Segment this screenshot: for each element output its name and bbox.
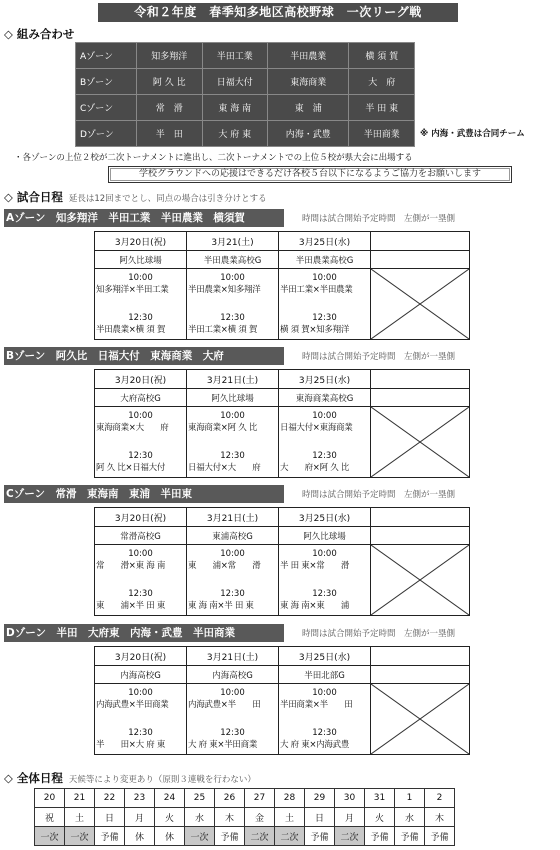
overall-weekdays-row xyxy=(35,808,455,827)
game-time: 12:30 xyxy=(220,728,245,738)
zone-schedule-table xyxy=(94,646,470,755)
combo-note: ※ 内海・武豊は合同チーム xyxy=(420,129,525,139)
combo-zone-label: Aゾーン xyxy=(76,43,137,69)
match-date: 3月20日(祝) xyxy=(95,232,187,251)
combo-team: 半田商業 xyxy=(349,121,415,147)
game-time: 10:00 xyxy=(312,273,337,283)
match-cell xyxy=(279,407,371,478)
overall-day-cell: 24 xyxy=(155,789,185,808)
overall-day-cell: 20 xyxy=(35,789,65,808)
game-slot xyxy=(95,549,186,571)
combo-row xyxy=(76,43,415,69)
overall-weekday-cell: 土 xyxy=(65,808,95,827)
game-matchup: 常 滑×東 海 南 xyxy=(96,561,166,571)
overall-weekday-cell: 日 xyxy=(95,808,125,827)
game-time: 12:30 xyxy=(128,313,153,323)
cross-mark xyxy=(371,684,469,754)
empty-slot-date xyxy=(371,370,470,389)
combo-team: 大 府 東 xyxy=(202,121,268,147)
venue-row xyxy=(95,527,470,545)
overall-event-cell: 二次 xyxy=(335,827,365,846)
venue-row xyxy=(95,666,470,684)
game-slot xyxy=(187,411,278,433)
game-time: 12:30 xyxy=(220,313,245,323)
game-matchup: 大 府×阿 久 比 xyxy=(280,463,350,473)
game-row xyxy=(95,684,470,755)
overall-weekday-cell: 土 xyxy=(275,808,305,827)
game-matchup: 日福大付×東海商業 xyxy=(280,423,353,433)
game-matchup: 東 海 南×半 田 東 xyxy=(188,601,254,611)
empty-slot-game xyxy=(371,407,470,478)
match-venue: 半田農業高校G xyxy=(279,251,371,269)
game-slot xyxy=(187,549,278,571)
game-row xyxy=(95,407,470,478)
overall-heading-text: ◇ 全体日程 xyxy=(4,771,63,785)
match-date: 3月21(土) xyxy=(187,232,279,251)
date-row xyxy=(95,232,470,251)
combo-team: 大 府 xyxy=(349,69,415,95)
combo-team: 阿 久 比 xyxy=(137,69,203,95)
match-cell-content xyxy=(279,411,370,473)
match-venue: 東海商業高校G xyxy=(279,389,371,407)
combo-zone-label: Cゾーン xyxy=(76,95,137,121)
game-matchup: 日福大付×大 府 xyxy=(188,463,261,473)
match-cell-content xyxy=(279,549,370,611)
game-matchup: 内海武豊×半 田 xyxy=(188,700,261,710)
match-cell-content xyxy=(95,549,186,611)
overall-event-cell: 予備 xyxy=(305,827,335,846)
combo-row xyxy=(76,121,415,147)
overall-day-cell: 22 xyxy=(95,789,125,808)
match-venue: 常滑高校G xyxy=(95,527,187,545)
combo-team: 東海商業 xyxy=(268,69,349,95)
match-date: 3月21日(土) xyxy=(187,647,279,666)
combo-team: 東 浦 xyxy=(268,95,349,121)
empty-slot-date xyxy=(371,508,470,527)
overall-event-cell: 一次 xyxy=(35,827,65,846)
match-cell-content xyxy=(187,688,278,750)
game-row xyxy=(95,545,470,616)
overall-day-cell: 26 xyxy=(215,789,245,808)
qualification-note: ・各ゾーンの上位２校が二次トーナメントに進出し、二次トーナメントでの上位５校が県大会に出場する xyxy=(14,153,413,163)
game-time: 12:30 xyxy=(220,451,245,461)
match-cell xyxy=(187,545,279,616)
notice-text: 学校グラウンドへの応援はできるだけ各校５台以下になるようご協力をお願いします xyxy=(138,169,481,179)
zone-schedule-table xyxy=(94,369,470,478)
game-time: 10:00 xyxy=(128,549,153,559)
overall-events-row xyxy=(35,827,455,846)
overall-weekday-cell: 火 xyxy=(365,808,395,827)
match-cell xyxy=(187,269,279,340)
game-time: 10:00 xyxy=(220,411,245,421)
overall-event-cell: 二次 xyxy=(275,827,305,846)
game-time: 10:00 xyxy=(312,549,337,559)
combo-team: 半 田 xyxy=(137,121,203,147)
game-time: 10:00 xyxy=(220,273,245,283)
date-row xyxy=(95,370,470,389)
game-matchup: 半田工業×半田農業 xyxy=(280,285,353,295)
match-cell-content xyxy=(187,411,278,473)
match-date: 3月25日(水) xyxy=(279,647,371,666)
game-time: 12:30 xyxy=(128,451,153,461)
overall-event-cell: 休 xyxy=(155,827,185,846)
game-matchup: 半田農業×横 須 賀 xyxy=(96,325,166,335)
match-cell xyxy=(279,684,371,755)
game-time: 12:30 xyxy=(220,589,245,599)
empty-slot-game xyxy=(371,545,470,616)
overall-event-cell: 一次 xyxy=(185,827,215,846)
venue-row xyxy=(95,389,470,407)
overall-weekday-cell: 月 xyxy=(125,808,155,827)
match-venue: 半田農業高校G xyxy=(187,251,279,269)
game-time: 10:00 xyxy=(220,549,245,559)
match-cell-content xyxy=(187,273,278,335)
game-matchup: 大 府 東×半田商業 xyxy=(188,740,258,750)
game-matchup: 東 海 南×東 浦 xyxy=(280,601,350,611)
match-cell xyxy=(95,269,187,340)
combo-team: 東 海 南 xyxy=(202,95,268,121)
zone-header: Bゾーン 阿久比 日福大付 東海商業 大府 xyxy=(4,347,284,365)
overall-weekday-cell: 木 xyxy=(215,808,245,827)
match-cell xyxy=(187,407,279,478)
overall-day-cell: 2 xyxy=(425,789,455,808)
match-cell xyxy=(95,407,187,478)
match-cell xyxy=(279,545,371,616)
overall-event-cell: 予備 xyxy=(95,827,125,846)
game-matchup: 東 浦×半 田 東 xyxy=(96,601,166,611)
game-slot xyxy=(279,451,370,473)
schedule-heading-text: ◇ 試合日程 xyxy=(4,190,63,204)
combo-heading: ◇ 組み合わせ xyxy=(4,27,75,41)
match-cell-content xyxy=(279,688,370,750)
match-cell-content xyxy=(95,273,186,335)
game-row xyxy=(95,269,470,340)
match-venue: 阿久比球場 xyxy=(279,527,371,545)
zone-header: Aゾーン 知多翔洋 半田工業 半田農業 横須賀 xyxy=(4,209,284,227)
overall-day-cell: 23 xyxy=(125,789,155,808)
overall-event-cell: 一次 xyxy=(65,827,95,846)
match-date: 3月20日(祝) xyxy=(95,508,187,527)
overall-event-cell: 予備 xyxy=(215,827,245,846)
game-slot xyxy=(95,688,186,710)
overall-weekday-cell: 火 xyxy=(155,808,185,827)
venue-row xyxy=(95,251,470,269)
game-matchup: 半田工業×横 須 賀 xyxy=(188,325,258,335)
game-slot xyxy=(279,313,370,335)
game-slot xyxy=(95,313,186,335)
match-date: 3月20日(祝) xyxy=(95,370,187,389)
overall-schedule-table xyxy=(34,788,455,846)
match-venue: 阿久比球場 xyxy=(95,251,187,269)
game-slot xyxy=(279,549,370,571)
overall-day-cell: 27 xyxy=(245,789,275,808)
combo-team: 半 田 東 xyxy=(349,95,415,121)
cross-mark xyxy=(371,269,469,339)
match-venue: 東浦高校G xyxy=(187,527,279,545)
combo-table xyxy=(75,42,415,147)
game-slot xyxy=(95,589,186,611)
overall-day-cell: 28 xyxy=(275,789,305,808)
combo-team: 半田農業 xyxy=(268,43,349,69)
overall-weekday-cell: 日 xyxy=(305,808,335,827)
empty-slot-date xyxy=(371,232,470,251)
game-matchup: 知多翔洋×半田工業 xyxy=(96,285,169,295)
combo-row xyxy=(76,69,415,95)
match-cell xyxy=(187,684,279,755)
match-date: 3月25日(水) xyxy=(279,370,371,389)
overall-day-cell: 31 xyxy=(365,789,395,808)
match-cell-content xyxy=(279,273,370,335)
overall-day-cell: 30 xyxy=(335,789,365,808)
game-time: 10:00 xyxy=(128,411,153,421)
match-cell xyxy=(95,684,187,755)
game-matchup: 東 浦×常 滑 xyxy=(188,561,261,571)
overall-day-cell: 25 xyxy=(185,789,215,808)
game-matchup: 東海商業×大 府 xyxy=(96,423,169,433)
game-slot xyxy=(95,411,186,433)
combo-zone-label: Bゾーン xyxy=(76,69,137,95)
match-venue: 半田北部G xyxy=(279,666,371,684)
game-slot xyxy=(187,728,278,750)
zone-schedule-table xyxy=(94,507,470,616)
game-matchup: 半田商業×半 田 xyxy=(280,700,353,710)
match-date: 3月21日(土) xyxy=(187,508,279,527)
match-date: 3月25日(水) xyxy=(279,232,371,251)
game-slot xyxy=(187,688,278,710)
game-slot xyxy=(95,273,186,295)
match-venue: 内海高校G xyxy=(187,666,279,684)
game-time: 12:30 xyxy=(128,589,153,599)
overall-day-cell: 1 xyxy=(395,789,425,808)
game-time: 10:00 xyxy=(312,411,337,421)
cross-mark xyxy=(371,545,469,615)
match-cell xyxy=(95,545,187,616)
game-time: 10:00 xyxy=(128,688,153,698)
empty-slot-game xyxy=(371,269,470,340)
overall-weekday-cell: 水 xyxy=(185,808,215,827)
combo-team: 知多翔洋 xyxy=(137,43,203,69)
game-slot xyxy=(187,313,278,335)
combo-team: 日福大付 xyxy=(202,69,268,95)
match-venue: 阿久比球場 xyxy=(187,389,279,407)
overall-heading xyxy=(4,770,256,786)
game-slot xyxy=(279,589,370,611)
game-time: 12:30 xyxy=(312,589,337,599)
zone-header: Dゾーン 半田 大府東 内海・武豊 半田商業 xyxy=(4,624,284,642)
date-row xyxy=(95,647,470,666)
game-matchup: 東海商業×阿 久 比 xyxy=(188,423,258,433)
game-matchup: 半田農業×知多翔洋 xyxy=(188,285,261,295)
overall-event-cell: 予備 xyxy=(395,827,425,846)
match-venue: 内海高校G xyxy=(95,666,187,684)
game-slot xyxy=(279,273,370,295)
match-date: 3月20日(祝) xyxy=(95,647,187,666)
game-slot xyxy=(95,451,186,473)
combo-row xyxy=(76,95,415,121)
page-title: 令和２年度 春季知多地区高校野球 一次リーグ戦 xyxy=(98,3,458,22)
overall-days-row xyxy=(35,789,455,808)
overall-event-cell: 二次 xyxy=(245,827,275,846)
match-cell-content xyxy=(95,688,186,750)
match-venue: 大府高校G xyxy=(95,389,187,407)
schedule-note: 延長は12回までとし、同点の場合は引き分けとする xyxy=(68,194,267,204)
game-slot xyxy=(187,451,278,473)
match-cell xyxy=(279,269,371,340)
time-note: 時間は試合開始予定時間 左側が一塁側 xyxy=(302,629,456,639)
game-slot xyxy=(187,589,278,611)
combo-team: 内海・武豊 xyxy=(268,121,349,147)
overall-day-cell: 21 xyxy=(65,789,95,808)
combo-team: 半田工業 xyxy=(202,43,268,69)
match-cell-content xyxy=(187,549,278,611)
overall-day-cell: 29 xyxy=(305,789,335,808)
game-matchup: 大 府 東×内海武豊 xyxy=(280,740,350,750)
empty-slot-venue xyxy=(371,251,470,269)
overall-weekday-cell: 木 xyxy=(425,808,455,827)
game-time: 12:30 xyxy=(312,313,337,323)
support-notice xyxy=(108,166,512,183)
overall-weekday-cell: 祝 xyxy=(35,808,65,827)
game-matchup: 横 須 賀×知多翔洋 xyxy=(280,325,350,335)
match-date: 3月25日(水) xyxy=(279,508,371,527)
empty-slot-game xyxy=(371,684,470,755)
empty-slot-venue xyxy=(371,389,470,407)
overall-note: 天候等により変更あり（原則３連戦を行わない） xyxy=(68,775,256,785)
game-time: 12:30 xyxy=(312,451,337,461)
empty-slot-date xyxy=(371,647,470,666)
game-matchup: 阿 久 比×日福大付 xyxy=(96,463,166,473)
time-note: 時間は試合開始予定時間 左側が一塁側 xyxy=(302,352,456,362)
combo-zone-label: Dゾーン xyxy=(76,121,137,147)
game-slot xyxy=(187,273,278,295)
overall-weekday-cell: 金 xyxy=(245,808,275,827)
overall-event-cell: 予備 xyxy=(425,827,455,846)
match-cell-content xyxy=(95,411,186,473)
game-slot xyxy=(279,688,370,710)
date-row xyxy=(95,508,470,527)
game-time: 10:00 xyxy=(312,688,337,698)
match-date: 3月21日(土) xyxy=(187,370,279,389)
game-slot xyxy=(279,411,370,433)
combo-team: 常 滑 xyxy=(137,95,203,121)
cross-mark xyxy=(371,407,469,477)
game-matchup: 内海武豊×半田商業 xyxy=(96,700,169,710)
schedule-heading xyxy=(4,189,267,205)
game-slot xyxy=(95,728,186,750)
empty-slot-venue xyxy=(371,666,470,684)
overall-event-cell: 休 xyxy=(125,827,155,846)
empty-slot-venue xyxy=(371,527,470,545)
zone-header: Cゾーン 常滑 東海南 東浦 半田東 xyxy=(4,485,284,503)
game-time: 10:00 xyxy=(128,273,153,283)
game-time: 12:30 xyxy=(312,728,337,738)
zone-schedule-table xyxy=(94,231,470,340)
game-time: 12:30 xyxy=(128,728,153,738)
time-note: 時間は試合開始予定時間 左側が一塁側 xyxy=(302,490,456,500)
game-time: 10:00 xyxy=(220,688,245,698)
time-note: 時間は試合開始予定時間 左側が一塁側 xyxy=(302,214,456,224)
game-matchup: 半 田×大 府 東 xyxy=(96,740,166,750)
overall-weekday-cell: 水 xyxy=(395,808,425,827)
game-slot xyxy=(279,728,370,750)
combo-team: 横 須 賀 xyxy=(349,43,415,69)
overall-weekday-cell: 月 xyxy=(335,808,365,827)
game-matchup: 半 田 東×常 滑 xyxy=(280,561,350,571)
overall-event-cell: 予備 xyxy=(365,827,395,846)
